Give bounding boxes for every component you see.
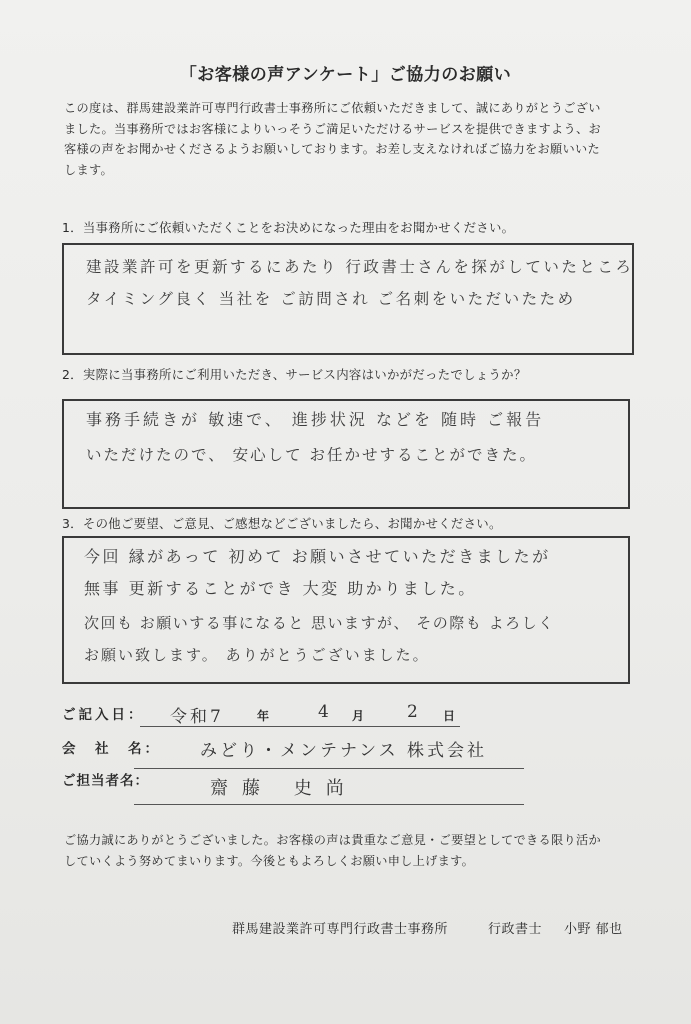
question-3-label: 3．その他ご要望、ご意見、ご感想などございましたら、お聞かせください。 bbox=[62, 516, 502, 531]
handwritten-answer-line: タイミング良く 当社を ご訪問され ご名刺をいただいたため bbox=[86, 290, 576, 308]
handwritten-answer-line: 事務手続きが 敏速で、 進捗状況 などを 随時 ご報告 bbox=[86, 410, 545, 429]
signer-title: 行政書士 bbox=[488, 922, 543, 937]
closing-line: ご協力誠にありがとうございました。お客様の声は貴重なご意見・ご要望としてできる限り活か bbox=[64, 833, 601, 847]
closing-line: していくよう努めてまいります。今後ともよろしくお願い申し上げます。 bbox=[64, 854, 475, 868]
office-name: 群馬建設業許可専門行政書士事務所 bbox=[232, 922, 449, 937]
day-unit: 日 bbox=[443, 709, 456, 723]
document-title: 「お客様の声アンケート」ご協力のお願い bbox=[179, 65, 512, 85]
signer-name: 小野 郁也 bbox=[564, 922, 623, 937]
month-unit: 月 bbox=[352, 709, 365, 723]
question-2-label: 2．実際に当事務所にご利用いただき、サービス内容はいかがだったでしょうか？ bbox=[62, 367, 527, 382]
intro-paragraph bbox=[64, 98, 644, 180]
handwritten-answer-line: お願い致します。 ありがとうございました。 bbox=[84, 646, 430, 664]
intro-line: ました。当事務所ではお客様によりいっそうご満足いただけるサービスを提供できますよう、お bbox=[64, 121, 601, 136]
intro-line: 客様の声をお聞かせくださるようお願いしております。お差し支えなければご協力をお願いいた bbox=[64, 142, 600, 156]
intro-line: この度は、群馬建設業許可専門行政書士事務所にご依頼いただきまして、誠にありがとうござい bbox=[64, 101, 601, 115]
handwritten-answer-line: 今回 縁があって 初めて お願いさせていただきましたが bbox=[84, 547, 551, 566]
date-month-value: 4 bbox=[318, 702, 332, 722]
intro-line: します。 bbox=[64, 162, 113, 177]
person-value: 齋藤 史尚 bbox=[210, 778, 358, 799]
date-label: ご記入日： bbox=[62, 707, 145, 723]
handwritten-answer-line: 建設業許可を更新するにあたり 行政書士さんを探がしていたところ bbox=[86, 258, 634, 276]
date-day-value: 2 bbox=[407, 702, 421, 722]
answer-box-2 bbox=[62, 399, 630, 509]
person-underline bbox=[134, 804, 524, 805]
date-underline bbox=[140, 726, 460, 727]
company-label: 会 社 名： bbox=[62, 741, 161, 757]
handwritten-answer-line: 無事 更新することができ 大変 助かりました。 bbox=[84, 579, 477, 598]
question-1-label: 1．当事務所にご依頼いただくことをお決めになった理由をお聞かせください。 bbox=[62, 220, 515, 235]
company-underline bbox=[134, 768, 524, 769]
handwritten-answer-line: 次回も お願いする事になると 思いますが、 その際も よろしく bbox=[84, 614, 555, 632]
closing-paragraph bbox=[64, 830, 644, 872]
year-unit: 年 bbox=[257, 709, 270, 723]
person-label: ご担当者名： bbox=[62, 773, 149, 789]
company-value: みどり・メンテナンス 株式会社 bbox=[200, 741, 488, 761]
date-era-value: 令和7 bbox=[170, 707, 224, 727]
handwritten-answer-line: いただけたので、 安心して お任かせすることができた。 bbox=[86, 446, 538, 464]
answer-box-1 bbox=[62, 243, 634, 355]
answer-box-3 bbox=[62, 536, 630, 684]
